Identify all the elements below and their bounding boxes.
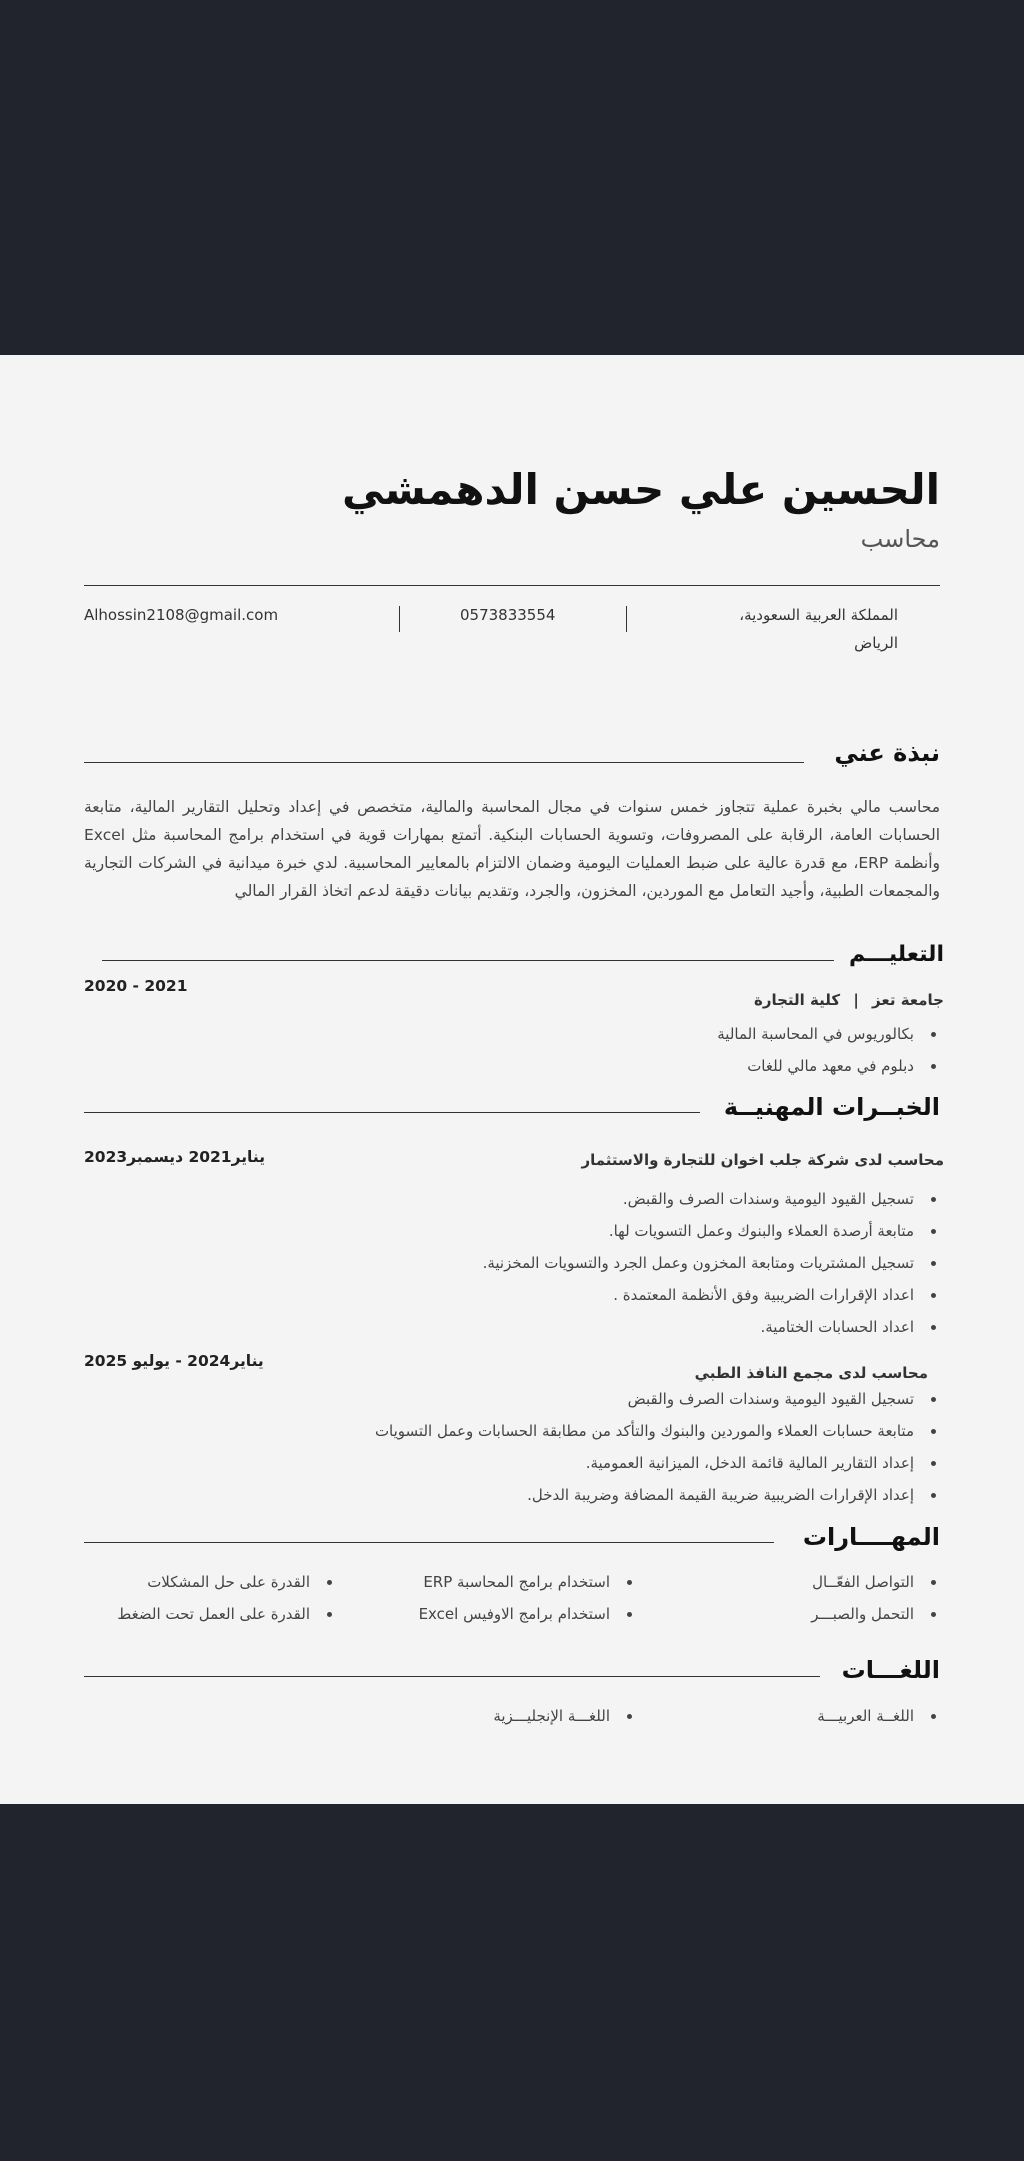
skills-column-1 [811,1566,940,1630]
contact-separator [626,606,627,632]
languages-column-2 [493,1700,636,1732]
header-divider [84,585,940,586]
contact-email: Alhossin2108@gmail.com [84,606,279,624]
about-divider [84,762,804,763]
list-item: القدرة على حل المشكلات [117,1566,336,1598]
list-item: التواصل الفعّــال [811,1566,940,1598]
list-item: إعداد التقارير المالية قائمة الدخل، الميزانية العمومية. [375,1447,940,1479]
education-heading: التعليـــم [849,942,944,967]
list-item: اللغـــة الإنجليـــزية [493,1700,636,1732]
contact-phone: 0573833554 [460,606,556,624]
languages-divider [84,1676,820,1677]
about-text: محاسب مالي بخبرة عملية تتجاوز خمس سنوات في مجال المحاسبة والمالية، متخصص في إعداد وتحليل التقارير المالية، متابعة الحسابات العامة، الرقابة على المصروفات، وتسوية الحسابات البنكية. أتمتع بمهارات قوية في استخدام برامج المحاسبة مثل Excel وأنظمة ERP، مع قدرة عالية على ضبط العمليات اليومية وضمان الالتزام بالمعايير المحاسبية. لدي خبرة ميدانية في الشركات التجارية والمجمعات الطبية، وأجيد التعامل مع الموردين، المخزون، والجرد، وتقديم بيانات دقيقة لدعم اتخاذ القرار المالي [84,798,940,900]
faculty-name: كلية التجارة [753,991,841,1009]
list-item: متابعة أرصدة العملاء والبنوك وعمل التسويات لها. [483,1215,940,1247]
list-item: إعداد الإقرارات الضريبية ضريبة القيمة المضافة وضريبة الدخل. [375,1479,940,1511]
job-1-duties [483,1183,940,1343]
job-title: محاسب [860,525,940,553]
skills-column-2 [419,1566,636,1630]
list-item: تسجيل المشتريات ومتابعة المخزون وعمل الجرد والتسويات المخزنية. [483,1247,940,1279]
list-item: التحمل والصبـــر [811,1598,940,1630]
list-item: اعداد الإقرارات الضريبية وفق الأنظمة المعتمدة . [483,1279,940,1311]
job-2-duties [375,1383,940,1511]
job-1-date: يناير2021 ديسمبر2023 [84,1148,266,1166]
education-institution [754,991,944,1009]
list-item: القدرة على العمل تحت الضغط [117,1598,336,1630]
skills-column-3 [117,1566,336,1630]
list-item: استخدام برامج الاوفيس Excel [419,1598,636,1630]
experience-divider [84,1112,700,1113]
location-line-1: المملكة العربية السعودية، [739,606,898,624]
job-2-position: محاسب لدى مجمع النافذ الطبي [694,1364,928,1382]
resume-page [0,355,1024,1804]
list-item: متابعة حسابات العملاء والموردين والبنوك والتأكد من مطابقة الحسابات وعمل التسويات [375,1415,940,1447]
about-heading: نبذة عني [834,739,940,767]
list-item: تسجيل القيود اليومية وسندات الصرف والقبض. [483,1183,940,1215]
contact-location [739,601,898,657]
job-2-date: يناير2024 - يوليو 2025 [84,1352,264,1370]
list-item: استخدام برامج المحاسبة ERP [419,1566,636,1598]
list-item: دبلوم في معهد مالي للغات [717,1050,940,1082]
university-name: جامعة تعز [872,991,944,1009]
experience-heading: الخبــرات المهنيــة [723,1093,940,1121]
list-item: اللغــة العربيـــة [817,1700,940,1732]
skills-divider [84,1542,774,1543]
languages-heading: اللغـــات [841,1656,940,1684]
education-list [717,1018,940,1082]
location-line-2: الرياض [854,634,898,652]
education-date: 2020 - 2021 [84,977,188,995]
contact-separator [399,606,400,632]
languages-column-1 [817,1700,940,1732]
list-item: اعداد الحسابات الختامية. [483,1311,940,1343]
list-item: بكالوريوس في المحاسبة المالية [717,1018,940,1050]
institution-separator: | [853,991,859,1009]
job-1-position: محاسب لدى شركة جلب اخوان للتجارة والاستثمار [581,1151,944,1169]
education-divider [102,960,834,961]
skills-heading: المهــــارات [802,1523,940,1551]
full-name: الحسين علي حسن الدهمشي [341,465,940,514]
list-item: تسجيل القيود اليومية وسندات الصرف والقبض [375,1383,940,1415]
